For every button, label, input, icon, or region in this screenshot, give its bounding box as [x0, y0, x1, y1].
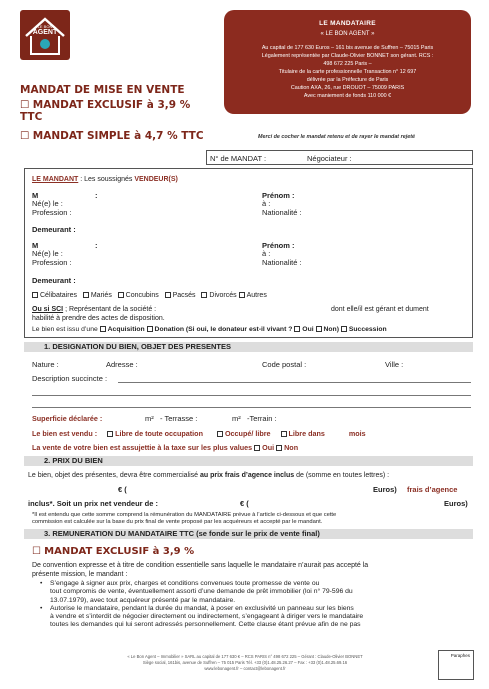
mandataire-line: 498 672 225 Paris – [323, 61, 372, 67]
net-price-euros-close: Euros) [444, 499, 468, 508]
vendeur1-birthplace-label: à : [262, 199, 271, 208]
sci-line: Ou si SCI ; Représentant de la société : [32, 306, 157, 313]
vendeur2-m-label: M [32, 241, 39, 250]
status-autres[interactable]: Autres [239, 292, 267, 299]
reference-box [206, 150, 473, 165]
price-text: Le bien, objet des présentes, devra être commercialisé au prix frais d’agence inclus de (somme en toutes lettres) : [28, 472, 390, 479]
code-postal-label: Code postal : [262, 360, 307, 369]
company-logo [20, 10, 70, 60]
negociateur-label: Négociateur : [307, 154, 352, 163]
mandataire-line: Au capital de 177 630 Euros – 161 bis avenue de Suffren – 75015 Paris [261, 45, 434, 51]
mandataire-line: Caution AXA, 26, rue DROUOT – 75009 PARIS [290, 85, 405, 91]
footer-line-1: « Le Bon Agent – Immobilier » SARL au capital de 177 630 € – RCS PARIS n° 498 672 225 – Gérant : Claude-Olivier BONNET [127, 654, 363, 659]
m2-unit: m² [232, 414, 241, 423]
vendeur2-nationality-label: Nationalité : [262, 258, 302, 267]
net-price-label: inclus*. Soit un prix net vendeur de : [28, 499, 159, 508]
marital-status-row [32, 292, 267, 299]
frais-agence-label: frais d’agence [407, 485, 458, 494]
net-price-euro: € ( [240, 499, 249, 508]
vendeur2-colon: : [95, 241, 98, 250]
mandat-number-label: N° de MANDAT : [210, 154, 267, 163]
ville-label: Ville : [385, 360, 404, 369]
intro-line-1: De convention expresse et à titre de condition essentielle sans laquelle le mandataire n’aurait pas accepté la [32, 562, 369, 569]
paraphes-box[interactable] [438, 650, 474, 680]
status-divorces[interactable]: Divorcés [201, 292, 236, 299]
status-maries[interactable]: Mariés [83, 292, 112, 299]
mandataire-line: Avec maniement de fonds 110 000 € [303, 93, 392, 99]
tax-row: La vente de votre bien est assujettie à la taxe sur les plus values Oui Non [32, 443, 299, 452]
description-line[interactable] [32, 407, 471, 408]
section2-header: 2. PRIX DU BIEN [24, 456, 473, 466]
commission-note-2: commission est calculée sur la base du prix final de vente proposé par les acquéreurs et accepté par le mandant. [32, 519, 323, 525]
mandataire-line: Légalement représentée par Claude-Olivier BONNET son gérant. RCS : [261, 53, 434, 59]
vendeur1-profession-label: Profession : [32, 208, 72, 217]
remuneration-exclusif: ☐ MANDAT EXCLUSIF à 3,9 % [32, 546, 195, 557]
terrain-label: -Terrain : [247, 414, 277, 423]
vendeur2-birthplace-label: à : [262, 249, 271, 258]
mandataire-title: LE MANDATAIRE [319, 20, 376, 27]
footer-line-3: www.lebonagent.fr – contact@lebonagent.fr [204, 666, 286, 671]
vendeur1-nationality-label: Nationalité : [262, 208, 302, 217]
footer [60, 654, 430, 672]
superficie-label: Superficie déclarée : [32, 414, 103, 423]
sci-gerant: dont elle/il est gérant et dument [331, 306, 429, 313]
intro-line-2: présente mission, le mandant : [32, 571, 128, 578]
vendeur1-birth-label: Né(e) le : [32, 199, 63, 208]
mandataire-box [224, 10, 471, 114]
conditions-list [32, 580, 472, 630]
vendeur2-prenom-label: Prénom : [262, 241, 295, 250]
logo-text-top: LE BON [37, 24, 53, 29]
price-euro: € ( [118, 485, 127, 494]
option-ttc: TTC [20, 111, 43, 123]
price-euros-close: Euros) [373, 485, 397, 494]
option-simple-label: MANDAT SIMPLE à 4,7 % TTC [32, 130, 204, 142]
vendeur2-birth-label: Né(e) le : [32, 249, 63, 258]
description-line[interactable] [118, 382, 471, 383]
vendeur2-address-label: Demeurant : [32, 276, 76, 285]
sci-habilite: habilité à prendre des actes de disposition. [32, 315, 165, 322]
mandataire-line: délivrée par la Préfecture de Paris [306, 77, 389, 83]
section1-header: 1. DESIGNATION DU BIEN, OBJET DES PRESENTES [24, 342, 473, 352]
vendeur1-address-label: Demeurant : [32, 225, 76, 234]
status-pacses[interactable]: Pacsés [165, 292, 196, 299]
condition-item: • S’engage à signer aux prix, charges et conditions convenues toute promesse de vente ou tout compromis de vente, éventuellement assorti d’une demande de prêt immobilier (loi n° 79-596 du 13.07.1979), avec tout acquéreur présenté par le mandataire. [32, 580, 472, 605]
section3-header: 3. REMUNERATION DU MANDATAIRE TTC (se fonde sur le prix de vente final) [24, 529, 473, 539]
adresse-label: Adresse : [106, 360, 138, 369]
paraphes-label: Paraphes [450, 653, 470, 658]
footer-line-2: Siège social, 161bis, avenue de Suffren – 75 015 Paris Tél. +33 (0)1.48.25.26.27 – Fax : +33 (0)1.48.25.69.16 [142, 660, 348, 665]
status-concubins[interactable]: Concubins [118, 292, 159, 299]
page-title: MANDAT DE MISE EN VENTE [20, 84, 185, 96]
vendeur1-colon: : [95, 191, 98, 200]
logo-text-main: AGENT [32, 29, 58, 36]
description-label: Description succincte : [32, 374, 108, 383]
vendeur1-prenom-label: Prénom : [262, 191, 295, 200]
m2-unit: m² [145, 414, 154, 423]
status-celibataires[interactable]: Célibataires [32, 292, 77, 299]
description-line[interactable] [32, 395, 471, 396]
vendeur1-m-label: M [32, 191, 39, 200]
mandataire-line: Titulaire de la carte professionnelle Transaction n° 12 697 [278, 69, 417, 75]
option-exclusif-label: MANDAT EXCLUSIF à 3,9 % [32, 99, 191, 111]
origin-row: Le bien est issu d’une Acquisition Donation (Si oui, le donateur est-il vivant ? Oui Non) Succession [32, 326, 387, 333]
mandant-heading: LE MANDANT : Les soussignés VENDEUR(S) [32, 176, 178, 183]
mandate-note: Merci de cocher le mandat retenu et de rayer le mandat rejeté [258, 134, 415, 140]
occupation-row: Le bien est vendu : Libre de toute occupation Occupé/ libre Libre dans mois [32, 429, 366, 438]
option-simple[interactable]: ☐ MANDAT SIMPLE à 4,7 % TTC [20, 130, 204, 142]
condition-item: • Autorise le mandataire, pendant la durée du mandat, à poser en exclusivité un panneau sur les biens à vendre et s’interdit de négocier directement ou indirectement, s’engageant à diriger vers le mandataire toutes les demandes qui lui seront adressés personnellement. Cette clause étant prévue afin de ne pas [32, 605, 472, 630]
mandataire-name: « LE BON AGENT » [320, 31, 375, 37]
vendeur2-profession-label: Profession : [32, 258, 72, 267]
option-exclusif[interactable]: ☐ MANDAT EXCLUSIF à 3,9 % [20, 99, 191, 111]
commission-note-1: *Il est entendu que cette somme comprend la rémunération du MANDATAIRE prévue à l’article ci-dessous et que cette [32, 512, 337, 518]
terrasse-label: - Terrasse : [160, 414, 198, 423]
nature-label: Nature : [32, 360, 59, 369]
